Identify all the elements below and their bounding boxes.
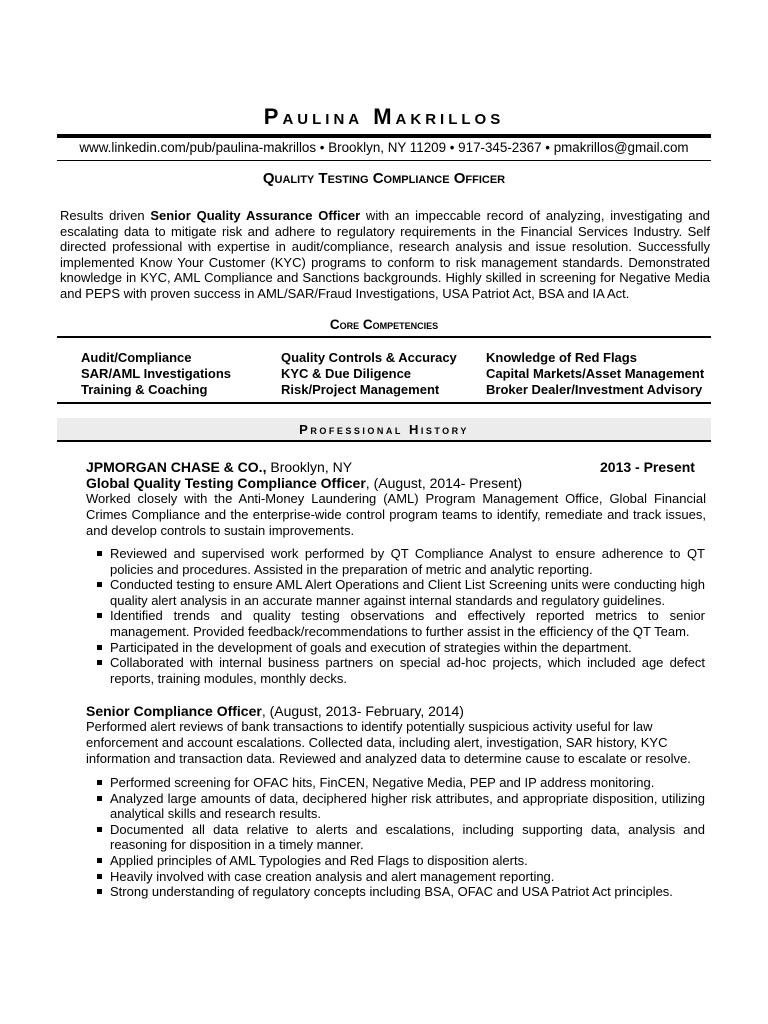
bullet-item: Heavily involved with case creation analysis and alert management reporting. bbox=[96, 869, 705, 885]
role-2-dates: , (August, 2013- February, 2014) bbox=[261, 703, 464, 719]
competency-item: Capital Markets/Asset Management bbox=[486, 366, 705, 381]
role-2-bullets bbox=[96, 775, 705, 900]
bullet-item: Analyzed large amounts of data, deciphered higher risk attributes, and appropriate disposition, utilizing analytical skills and research results. bbox=[96, 791, 705, 822]
role-1-title: Global Quality Testing Compliance Officer bbox=[86, 475, 366, 491]
competency-item: Knowledge of Red Flags bbox=[486, 350, 637, 365]
bullet-item: Conducted testing to ensure AML Alert Operations and Client List Screening units were conducting high quality alert analysis in an accurate manner against internal standards and regulatory guidelines. bbox=[96, 577, 705, 608]
contact-line: www.linkedin.com/pub/paulina-makrillos • Brooklyn, NY 11209 • 917-345-2367 • pmakrillos@gmail.com bbox=[79, 140, 689, 155]
professional-history-band bbox=[57, 418, 711, 442]
competency-item: SAR/AML Investigations bbox=[81, 366, 232, 381]
competency-item: Quality Controls & Accuracy bbox=[281, 350, 457, 365]
summary-prefix: Results driven bbox=[60, 208, 151, 223]
summary-bold: Senior Quality Assurance Officer bbox=[150, 208, 361, 223]
role-1-description: Worked closely with the Anti-Money Laundering (AML) Program Management Office, Global Financial Crimes Compliance and the enterprise-wide control program teams to identify, remediate and track issues, and develop controls to sustain improvements. bbox=[86, 491, 706, 538]
bullet-item: Reviewed and supervised work performed by QT Compliance Analyst to ensure adherence to QT policies and procedures. Assisted in the preparation of metric and analytic reporting. bbox=[96, 546, 705, 577]
core-rule-top bbox=[57, 336, 711, 338]
header-rule-top bbox=[57, 134, 711, 138]
professional-history-heading: Professional History bbox=[299, 422, 469, 437]
summary-rest: with an impeccable record of analyzing, investigating and escalating data to mitigate risk and adhere to regulatory requirements in the Financial Services Industry. Self directed professional with expertise in audit/compliance, research analysis and issue resolution. Successfully implemented Know Your Customer (KYC) programs to conform to risk management standards. Demonstrated knowledge in KYC, AML Compliance and Sanctions backgrounds. Highly skilled in screening for Negative Media and PEPS with proven success in AML/SAR/Fraud Investigations, USA Patriot Act, BSA and IA Act. bbox=[60, 208, 710, 301]
role-2 bbox=[86, 703, 706, 767]
competencies-column-3 bbox=[486, 350, 704, 398]
role-2-description: Performed alert reviews of bank transactions to identify potentially suspicious activity useful for law enforcement and account escalations. Collected data, including alert, investigation, SAR history, KYC information and transaction data. Reviewed and analyzed data to determine cause to escalate or resolve. bbox=[86, 719, 691, 766]
competencies-column-1 bbox=[81, 350, 231, 398]
summary-paragraph bbox=[60, 208, 710, 302]
bullet-item: Identified trends and quality testing observations and effectively reported metrics to senior management. Provided feedback/recommendations to further assist in the efficiency of the QT Team. bbox=[96, 608, 705, 639]
bullet-item: Documented all data relative to alerts and escalations, including supporting data, analysis and reasoning for disposition in a timely manner. bbox=[96, 822, 705, 853]
core-competencies-heading: Core Competencies bbox=[329, 317, 439, 332]
bullet-item: Applied principles of AML Typologies and Red Flags to disposition alerts. bbox=[96, 853, 705, 869]
role-2-title: Senior Compliance Officer bbox=[86, 703, 262, 719]
competency-item: Risk/Project Management bbox=[281, 382, 440, 397]
employment-years: 2013 - Present bbox=[600, 459, 695, 475]
role-1-header bbox=[86, 475, 706, 491]
job-title: Quality Testing Compliance Officer bbox=[262, 170, 506, 187]
company-name: JPMORGAN CHASE & CO., bbox=[86, 459, 267, 475]
role-2-header bbox=[86, 703, 706, 719]
bullet-item: Performed screening for OFAC hits, FinCEN, Negative Media, PEP and IP address monitoring. bbox=[96, 775, 705, 791]
bullet-item: Participated in the development of goals and execution of strategies within the department. bbox=[96, 640, 705, 656]
header-rule-bottom bbox=[57, 160, 711, 161]
role-1 bbox=[86, 475, 706, 539]
candidate-name: Paulina Makrillos bbox=[263, 104, 505, 129]
bullet-item: Strong understanding of regulatory concepts including BSA, OFAC and USA Patriot Act principles. bbox=[96, 884, 705, 900]
competencies-column-2 bbox=[281, 350, 457, 398]
competency-item: KYC & Due Diligence bbox=[281, 366, 412, 381]
role-1-dates: , (August, 2014- Present) bbox=[365, 475, 523, 491]
core-rule-bottom bbox=[57, 402, 711, 404]
company-location: Brooklyn, NY bbox=[266, 459, 353, 475]
role-1-bullets bbox=[96, 546, 705, 686]
employer-line bbox=[86, 459, 586, 476]
competency-item: Training & Coaching bbox=[81, 382, 208, 397]
competency-item: Audit/Compliance bbox=[81, 350, 192, 365]
competency-item: Broker Dealer/Investment Advisory bbox=[486, 382, 703, 397]
bullet-item: Collaborated with internal business partners on special ad-hoc projects, which included age defect reports, training modules, monthly decks. bbox=[96, 655, 705, 686]
